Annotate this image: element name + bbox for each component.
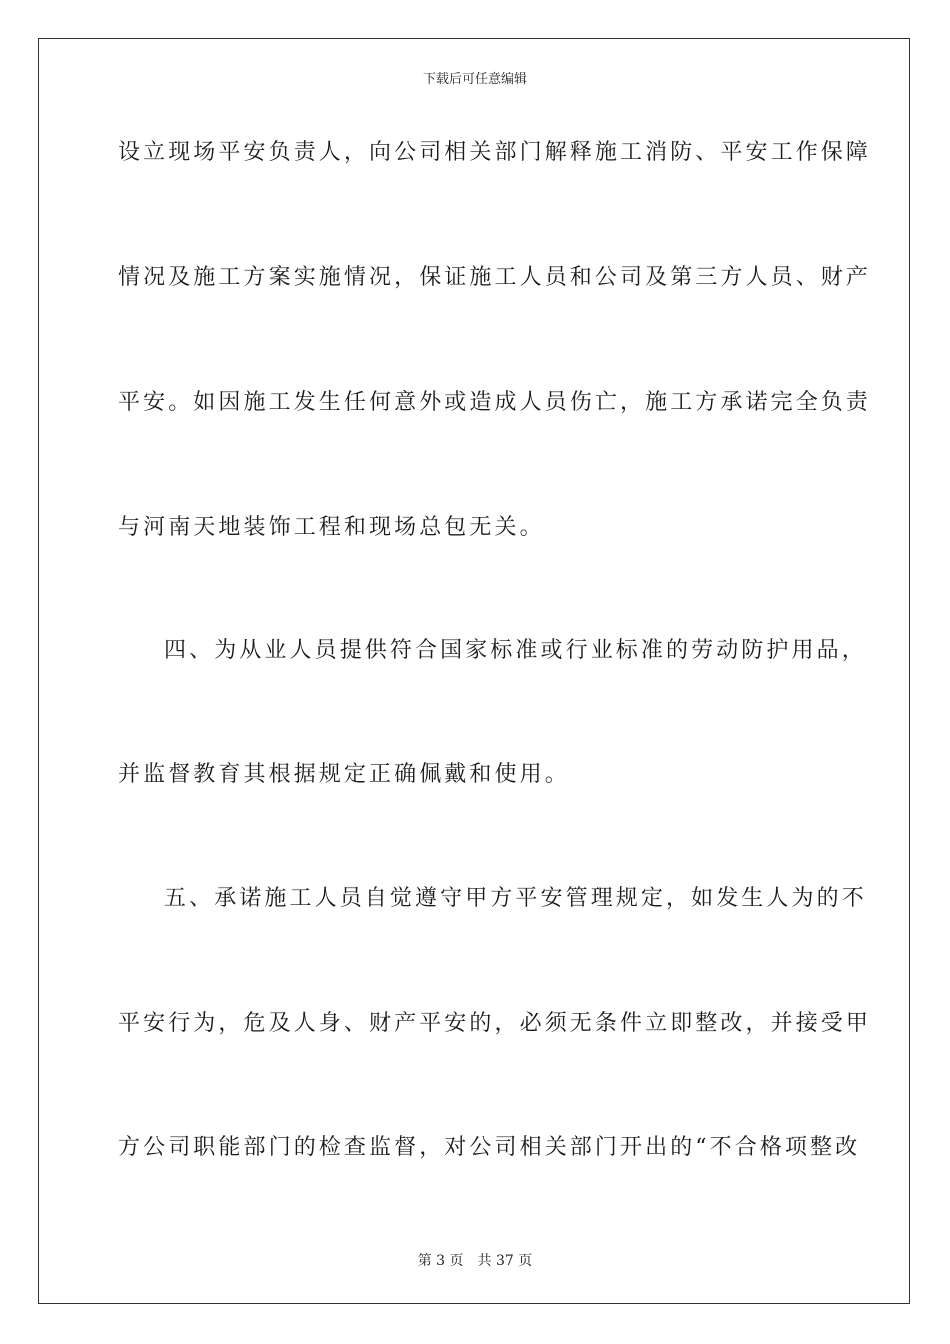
body-line-4: 与河南天地装饰工程和现场总包无关。 — [118, 515, 545, 540]
body-line-3: 平安。如因施工发生任何意外或造成人员伤亡，施工方承诺完全负责 — [118, 390, 872, 415]
body-line-8: 平安行为，危及人身、财产平安的，必须无条件立即整改，并接受甲 — [118, 1011, 872, 1036]
page-border — [38, 38, 910, 1304]
body-line-2: 情况及施工方案实施情况，保证施工人员和公司及第三方人员、财产 — [118, 265, 872, 290]
body-line-1: 设立现场平安负责人，向公司相关部门解释施工消防、平安工作保障 — [118, 140, 872, 165]
page-number: 第 3 页 — [417, 1253, 464, 1269]
body-line-5: 四、为从业人员提供符合国家标准或行业标准的劳动防护用品， — [164, 638, 867, 663]
page-footer — [0, 1250, 950, 1270]
page-total: 共 37 页 — [477, 1253, 533, 1269]
body-line-9: 方公司职能部门的检查监督，对公司相关部门开出的“不合格项整改 — [118, 1135, 861, 1160]
body-line-6: 并监督教育其根据规定正确佩戴和使用。 — [118, 762, 570, 787]
page-header: 下载后可任意编辑 — [422, 72, 527, 87]
body-line-7: 五、承诺施工人员自觉遵守甲方平安管理规定，如发生人为的不 — [164, 886, 867, 911]
